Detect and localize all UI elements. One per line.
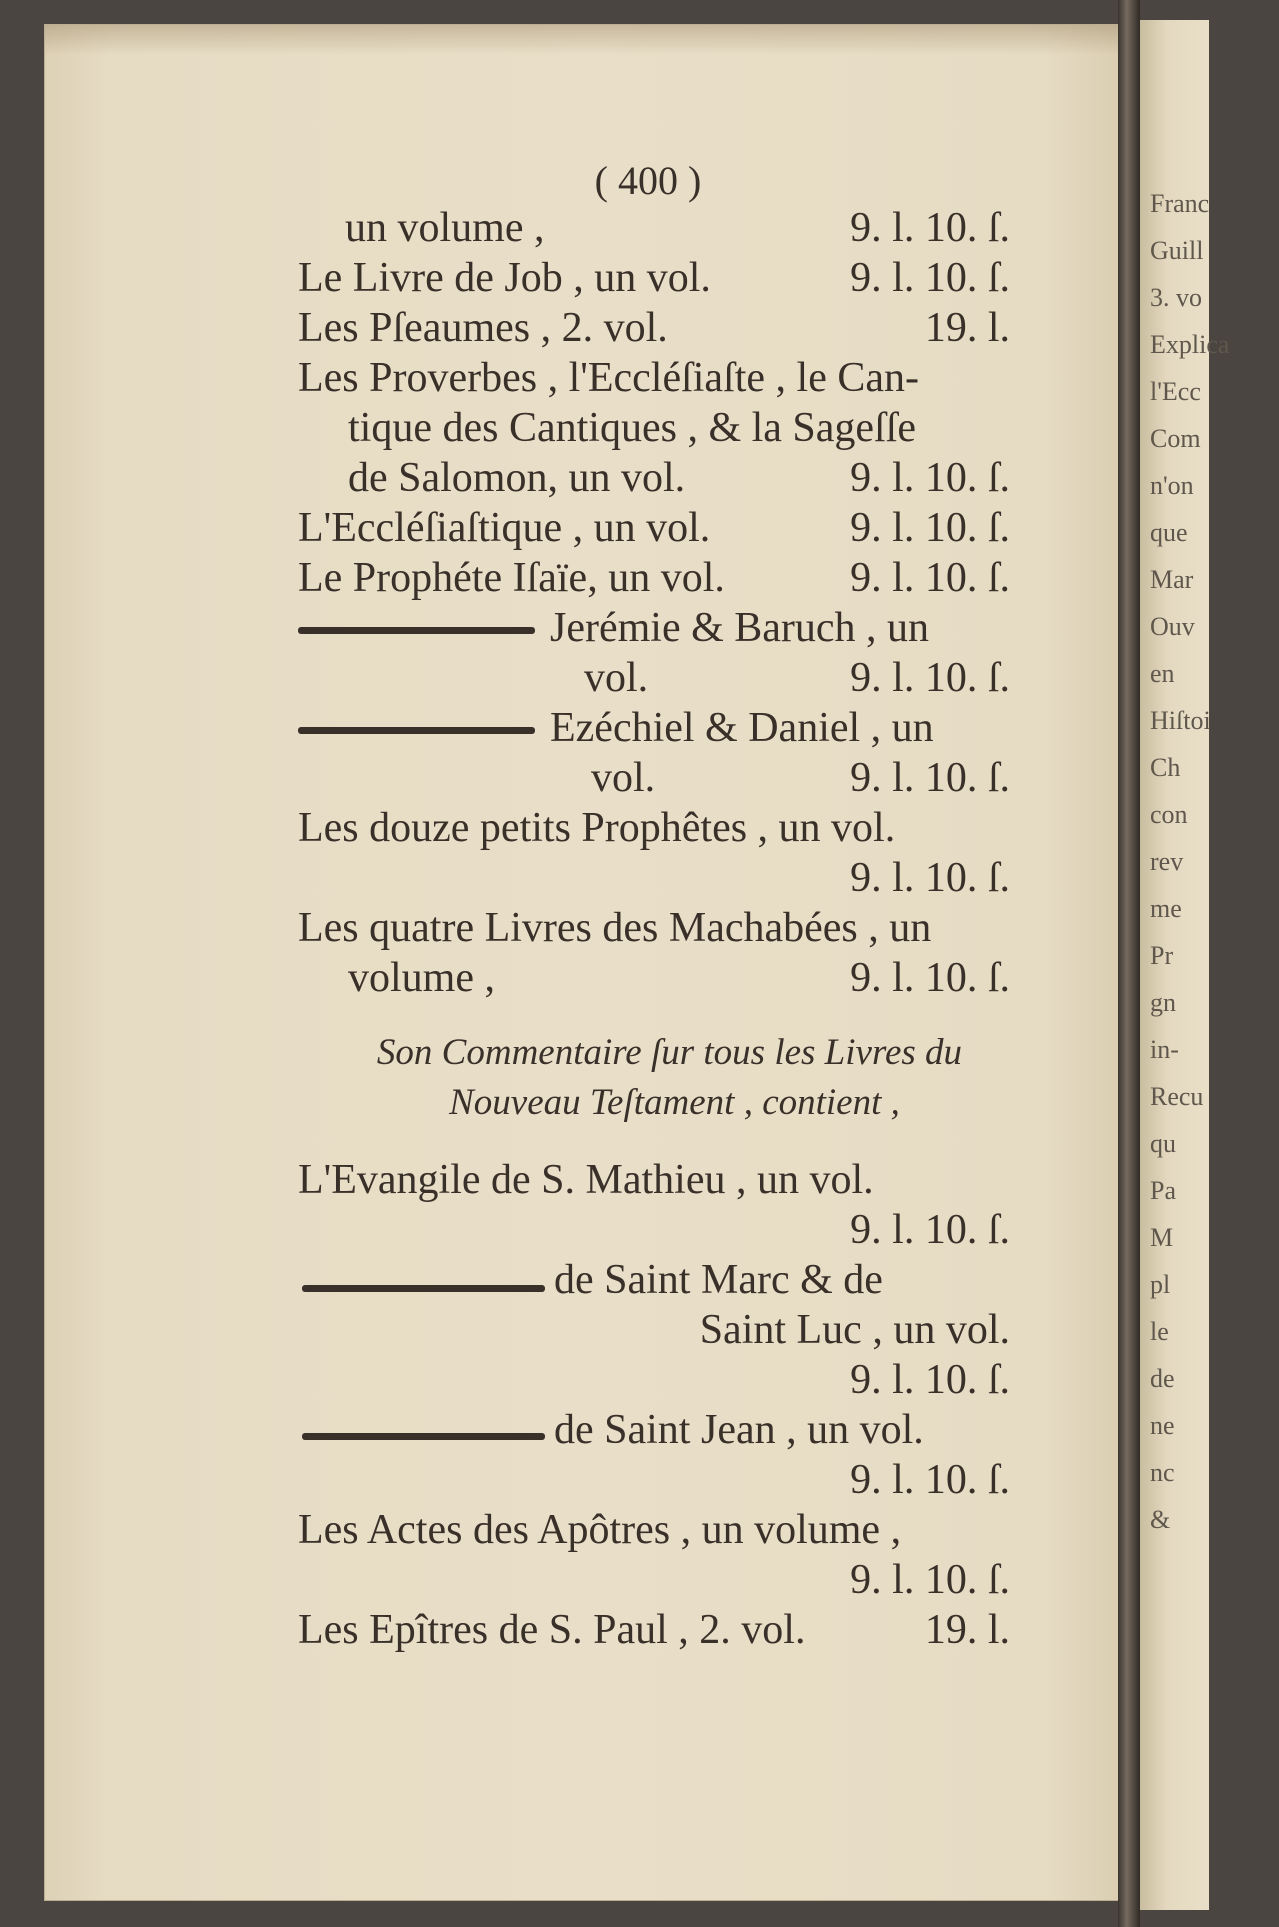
entry-price: 9. l. 10. ſ. [850,555,1010,601]
entry-line [298,603,1010,653]
entry-price: 9. l. 10. ſ. [850,505,1010,551]
entry-text: volume , [348,955,495,1001]
entry-line [298,553,1010,603]
entry-text: Les Proverbes , l'Eccléſiaſte , le Can- [298,355,919,401]
entry-text: Les douze petits Prophêtes , un vol. [298,805,896,851]
adjacent-page-text: Franc Guill 3. vo Explica l'Ecc Com n'on que Mar Ouv en Hiſtoi Ch con rev me Pr gn in- Recu qu Pa M pl le de ne nc & [1150,189,1230,1534]
entry-text: tique des Cantiques , & la Sageſſe [348,405,917,451]
section-heading-line-2: Nouveau Teſtament , contient , [449,1082,900,1123]
entry-price: 9. l. 10. ſ. [850,255,1010,301]
entry-line [298,1505,1010,1555]
entry-price: 9. l. 10. ſ. [850,855,1010,901]
section-heading-line-1: Son Commentaire ſur tous les Livres du [376,1032,963,1073]
entry-text: Saint Luc , un vol. [699,1307,1010,1353]
entry-text: vol. [584,655,649,701]
page-number: ( 400 ) [594,158,702,203]
entry-text: Jerémie & Baruch , un [550,605,930,651]
entry-text: Le Livre de Job , un vol. [298,255,711,301]
entry-text: de Saint Marc & de [554,1257,883,1303]
entry-line [298,353,1010,403]
entry-price: 19. l. [924,1607,1010,1653]
entry-text: vol. [591,755,656,801]
entry-line [298,303,1010,353]
entry-line [298,203,1010,253]
entry-price: 9. l. 10. ſ. [850,455,1010,501]
entry-line [298,803,1010,853]
entry-line [298,403,1010,453]
entry-price: 9. l. 10. ſ. [850,955,1010,1001]
entry-text: Les quatre Livres des Machabées , un [298,905,932,951]
entry-price: 9. l. 10. ſ. [850,205,1010,251]
entry-price: 9. l. 10. ſ. [850,1557,1010,1603]
entry-text: de Salomon, un vol. [348,455,686,501]
entry-text: L'Eccléſiaſtique , un vol. [298,505,711,551]
entry-line [298,703,1010,753]
entry-text: de Saint Jean , un vol. [554,1407,924,1453]
entry-line [298,453,1010,503]
entry-text: L'Evangile de S. Mathieu , un vol. [298,1157,874,1203]
entry-price: 9. l. 10. ſ. [850,1207,1010,1253]
entry-line [298,1405,1010,1455]
entry-line [298,1305,1010,1355]
entry-line [298,1255,1010,1305]
entry-line [298,1155,1010,1205]
entry-line [298,753,1010,803]
entry-line [298,1605,1010,1655]
entry-line [298,953,1010,1003]
book-gutter [1118,0,1140,1927]
entry-line [298,1355,1010,1405]
entry-line [298,253,1010,303]
entry-line [298,653,1010,703]
entry-price: 19. l. [924,305,1010,351]
entry-text: Ezéchiel & Daniel , un [550,705,934,751]
entry-line [298,1455,1010,1505]
entry-text: Les Actes des Apôtres , un volume , [298,1507,902,1553]
entry-text: Le Prophéte Iſaïe, un vol. [298,555,725,601]
entry-text: Les Pſeaumes , 2. vol. [298,305,668,351]
entry-price: 9. l. 10. ſ. [850,755,1010,801]
entry-text: Les Epîtres de S. Paul , 2. vol. [298,1607,806,1653]
entry-line [298,903,1010,953]
entry-price: 9. l. 10. ſ. [850,1457,1010,1503]
entry-line [298,503,1010,553]
entry-line [298,1555,1010,1605]
entry-price: 9. l. 10. ſ. [850,655,1010,701]
entry-line [298,853,1010,903]
entry-text: un volume , [345,205,545,251]
entry-price: 9. l. 10. ſ. [850,1357,1010,1403]
entry-line [298,1205,1010,1255]
